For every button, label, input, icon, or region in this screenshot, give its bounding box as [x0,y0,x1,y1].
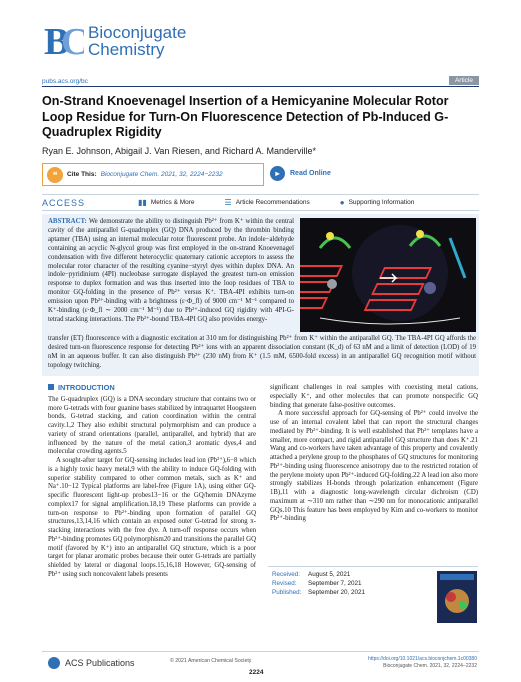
supporting-info-link[interactable] [340,198,415,207]
intro-right-column [270,384,478,524]
intro-paragraph-1: The G-quadruplex (GQ) is a DNA secondary structure that contains two or more G-tetrads with four guanine bases stabilized by intraquartet Hoogsteen bonds, G-tetrad stacking, and cation coordination within the central cavity.1,2 They also exhibit structural polymorphism and can produce a variety of strand orientations (parallel, antiparallel, and hybrid) that are influenced by the nature of the metal cation,3 aromatic dyes,4 and molecular crowding agents.5 [48,395,256,456]
footer-doi-block [317,656,477,670]
supporting-info-icon: ● [339,198,345,207]
abstract-body: We demonstrate the ability to distinguish Pb²⁺ from K⁺ within the central cavity of the antiparallel G-quadruplex (GQ) DNA produced by the thrombin binding aptamer (TBA) using an internal molecular rotor fluorescent probe. An indole−aldehyde containing an acyclic N-glycol group was first employed in the on-strand Knoevenagel condensation with five different heterocyclic quaternary cationic acceptors to assess the molecular rotor character of the resulting cyanine−styryl dyes within duplex DNA. An indole−pyridinium (4PI) nucleobase surrogate displayed the greatest turn-on emission response to duplex formation and was thus inserted into the loop residues of TBA to monitor GQ-folding in the presence of Pb²⁺ versus K⁺. TBA-4PI exhibits turn-on emission upon Pb²⁺-binding with a brightness (ε·Φ_fl) of 9000 cm⁻¹ M⁻¹ compared to K⁺-binding (ε·Φ_fl ∼ 2000 cm⁻¹ M⁻¹) due to Pb²⁺-induced GQ rigidity with 4PI-G-tetrad stacking interactions. The Pb²⁺-bound TBA-4PI GQ also provides energy- [48,218,295,323]
section-bullet-icon [48,384,54,390]
logo-line2: Chemistry [88,40,165,59]
journal-logo[interactable] [44,20,186,62]
cite-icon: ❝ [47,167,63,183]
access-bar [42,194,479,211]
footer-rule [42,651,479,652]
svg-text:C: C [61,21,84,61]
journal-url[interactable]: pubs.acs.org/bc [42,78,88,85]
published-row [272,588,432,597]
read-online-label: Read Online [290,170,331,177]
revised-row [272,579,432,588]
recommendations-link[interactable] [225,198,310,207]
metrics-label: Metrics & More [150,199,195,206]
supporting-info-label: Supporting Information [348,199,415,206]
intro-paragraph-2: A sought-after target for GQ-sensing includes lead ion (Pb²⁺),6−8 which is a highly toxic heavy metal,9 with the ability to induce GQ-folding with superior stability compared to other common metals, such as K⁺ and Na⁺.10−12 Typical platforms are label-free (Figure 1A), using either GQ-specific fluorescent light-up probes13−16 or the GQ/hemin DNAzyme complex17 for signal amplification.18,19 These platforms can provide a turn-on response to Pb²⁺-binding upon formation of parallel GQ structures,13,14,16 which contain an exposed outer G-tetrad for strong π-stacking interactions with the free dye. A turn-off response occurs when Pb²⁺-binding promotes GQ polymorphism20 and transitions the parallel GQ motif (favored by K⁺) into an antiparallel GQ structure, which is a poor target for planar aromatic probes because their outer G-tetrads are partially shielded by lateral or diagonal loops.15,16,18 However, GQ-sensing of Pb²⁺ using such noncovalent labels presents [48,457,256,578]
intro-heading-row [48,384,256,393]
intro-left-column [48,384,256,580]
logo-line1: Bioconjugate [88,23,187,42]
abstract-text-narrow [48,218,294,325]
received-row [272,570,432,579]
cite-label: Cite This: [67,171,97,178]
cite-reference[interactable]: Bioconjugate Chem. 2021, 32, 2224−2232 [100,171,223,178]
copyright: © 2021 American Chemical Society [170,658,252,664]
read-online-icon: ▸ [270,166,285,181]
received-date: August 5, 2021 [308,571,351,578]
acs-publications-logo[interactable] [48,657,135,669]
abstract-label: ABSTRACT: [48,218,87,225]
intro-right-paragraph-2: A more successful approach for GQ-sensing of Pb²⁺ could involve the use of an internal covalent label that can report the structural changes mediated by Pb²⁺-binding. It is well established that Pb²⁺ templates have a smaller, more compact, and rigid antiparallel GQ structure than does K⁺.21 Wang and co-workers have taken advantage of this property and covalently attached a perylene group to the phosphates of GQ structures for monitoring Pb²⁺-binding using fluorescence anisotropy due to the restricted rotation of the perylene moiety upon Pb²⁺-induced GQ-folding.22 A lead ion also more strongly stabilizes H-bonds through polarization enhancement (Figure 1B),11 with a diagnostic long-wavelength circular dichroism (CD) maximum at ∼310 nm rather than ∼290 nm for monocationic antiparallel GQs.10 This feature has been employed by Kim and co-workers to monitor Pb²⁺-binding [270,410,478,523]
intro-right-paragraph-1: significant challenges in real samples with coexisting metal cations, especially K⁺, and other molecules that can promote nonspecific GQ binding that generate false-positive outcomes. [270,384,478,409]
revised-date: September 7, 2021 [308,580,362,587]
acs-logo-icon [48,657,60,669]
published-date: September 20, 2021 [308,589,366,596]
recommendations-label: Article Recommendations [235,199,310,206]
published-label: Published: [272,589,302,596]
read-online-button[interactable] [270,164,331,183]
cite-box[interactable] [42,163,264,186]
bc-logo-icon [44,21,84,61]
revised-label: Revised: [272,580,297,587]
received-label: Received: [272,571,301,578]
page-number: 2224 [249,669,264,676]
list-icon: ☰ [224,198,232,207]
header-rule [42,86,479,87]
svg-text:B: B [44,21,70,61]
bar-chart-icon: ▮▮ [138,198,147,207]
article-title: On-Strand Knoevenagel Insertion of a Hemicyanine Molecular Rotor Loop Residue for Turn-On Fluorescence Detection of Pb-Induced G-Quadruplex Rigidity [42,94,449,139]
journal-reference: Bioconjugate Chem. 2021, 32, 2224−2232 [383,663,477,669]
article-dates [272,570,432,597]
author-list[interactable]: Ryan E. Johnson, Abigail J. Van Riesen, and Richard A. Manderville* [42,146,316,156]
abstract-text-wide: transfer (ET) fluorescence with a diagnostic excitation at 310 nm for distinguishing Pb²⁺ from K⁺ within the antiparallel GQ. The TBA-4PI GQ affords the desired turn-on fluorescence response for detecting Pb²⁺ ions with an apparent dissociation constant (K_d) of 63 nM and a limit of detection (LOD) of 19 nM in an aqueous buffer. It can also distinguish Pb²⁺ (230 nM) from K⁺ (1.5 mM, 6500-fold excess) in an antiparallel GQ recognition motif without topology twitching. [48,335,476,369]
toc-graphic [300,218,476,332]
article-type-badge: Article [449,76,479,85]
intro-heading: INTRODUCTION [58,383,115,392]
access-label: ACCESS [42,197,86,208]
journal-cover-thumbnail[interactable] [437,571,477,623]
doi-link[interactable]: https://doi.org/10.1021/acs.bioconjchem.1c00380 [368,656,477,662]
acs-label: ACS Publications [65,658,135,668]
metrics-link[interactable] [138,198,195,207]
